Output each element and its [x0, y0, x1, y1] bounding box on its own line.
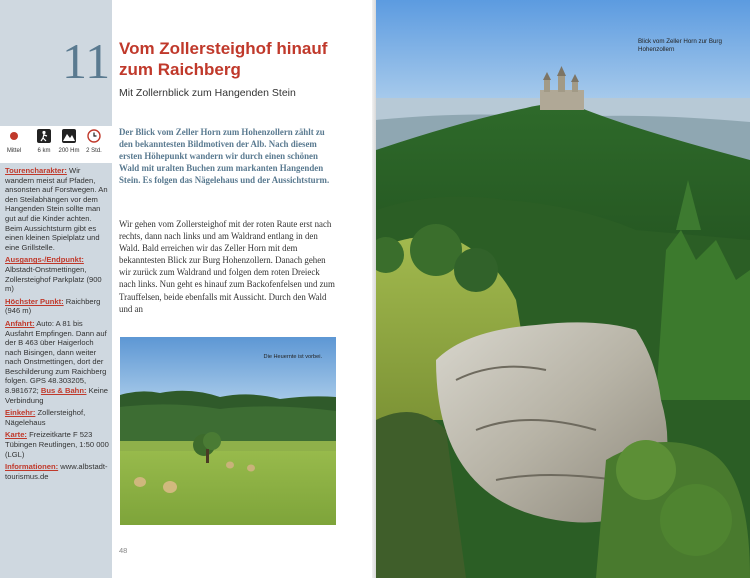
lead-paragraph: Der Blick vom Zeller Horn zum Hohenzollern zählt zu den bekanntesten Bildmotiven der Alb. Nach diesem ersten Höhepunkt wandern wir durch einen schönen Wald mit uralten Buchen zum markanten Hangenden Stein. Es folgen das Nägelehaus und der Aussichtsturm.: [119, 127, 330, 186]
einkehr-heading: Einkehr:: [5, 408, 36, 418]
chapter-number: 11: [62, 33, 111, 89]
highest-point-heading: Höchster Punkt:: [5, 296, 64, 306]
castle-landscape-image: [376, 0, 750, 578]
title-line-2: zum Raichberg: [119, 60, 241, 79]
highest-point-text: Raichberg (946 m): [5, 296, 101, 316]
info-link[interactable]: www.albstadt-tourismus.de: [5, 462, 108, 481]
stat-label: 200 Hm: [58, 148, 80, 154]
title-line-1: Vom Zollersteighof hinauf: [119, 39, 328, 58]
chapter-subtitle: Mit Zollernblick zum Hangenden Stein: [119, 87, 296, 99]
tourencharakter-text: Wir wandern meist auf Pfaden, ansonsten auf Forstwegen. An den Steilabhängen vor dem Hangenden Stein sollte man gut auf die Kinder achten. Beim Aussichtsturm gibt es einen kleinen Spielplatz und eine Grillstelle.: [5, 166, 108, 252]
stat-distance: [32, 129, 56, 154]
elevation-mountain-icon: [62, 129, 76, 143]
map-heading: Karte:: [5, 430, 27, 440]
stat-elevation: [57, 129, 81, 154]
start-text: Albstadt-Onstmettingen, Zollersteighof Parkplatz (900 m): [5, 264, 102, 294]
arrival-text: Auto: A 81 bis Ausfahrt Empfingen. Dann auf der B 463 über Haigerloch nach Bisingen, dann weiter nach Onstmettingen, dort der Beschilderung zum Raichberg folgen. GPS 48.303205, 8.981672;: [5, 318, 107, 396]
castle-photo-caption: Blick vom Zeller Horn zur Burg Hohenzollern: [638, 38, 722, 54]
hiker-icon: [37, 129, 51, 143]
clock-icon: [87, 129, 101, 143]
stat-duration: [82, 129, 106, 154]
chapter-title: [119, 38, 359, 80]
meadow-photo-image: [120, 337, 336, 525]
meadow-photo-caption: Die Heuernte ist vorbei.: [263, 354, 322, 360]
difficulty-dot-icon: [7, 129, 21, 143]
map-text: Freizeitkarte F 523 Tübingen Reutlingen, 1:50 000 (LGL): [5, 430, 109, 459]
stat-label: 2 Std.: [86, 148, 102, 154]
arrival-heading: Anfahrt:: [5, 318, 35, 328]
stat-label: 6 km: [37, 148, 51, 154]
castle-landscape-photo: [376, 0, 750, 578]
info-heading: Informationen:: [5, 462, 59, 472]
bus-heading: Bus & Bahn:: [40, 386, 87, 396]
stat-label: Mittel: [6, 148, 22, 154]
sidebar-facts: [5, 166, 109, 484]
bus-text: Keine Verbindung: [5, 386, 109, 405]
body-paragraph: Wir gehen vom Zollersteighof mit der roten Raute erst nach rechts, dann nach links und am Waldrand entlang in den Wald. Bald erreichen wir das Zeller Horn mit dem bekanntesten Blick zur Burg Hohenzollern. Danach gehen wir zurück zum Waldrand und folgen dem roten Dreieck nach links. Nun geht es hinauf zum Backofenfelsen und zum Trauffelsen, beide ebenfalls mit Aussicht. Durch den Wald und an: [119, 219, 335, 314]
einkehr-text: Zollersteighof, Nägelehaus: [5, 408, 86, 427]
tourencharakter-heading: Tourencharakter:: [5, 166, 67, 175]
stat-difficulty: [2, 129, 26, 154]
start-heading: Ausgangs-/Endpunkt:: [5, 255, 84, 265]
meadow-photo: [120, 337, 336, 525]
page-number: 48: [119, 546, 128, 555]
